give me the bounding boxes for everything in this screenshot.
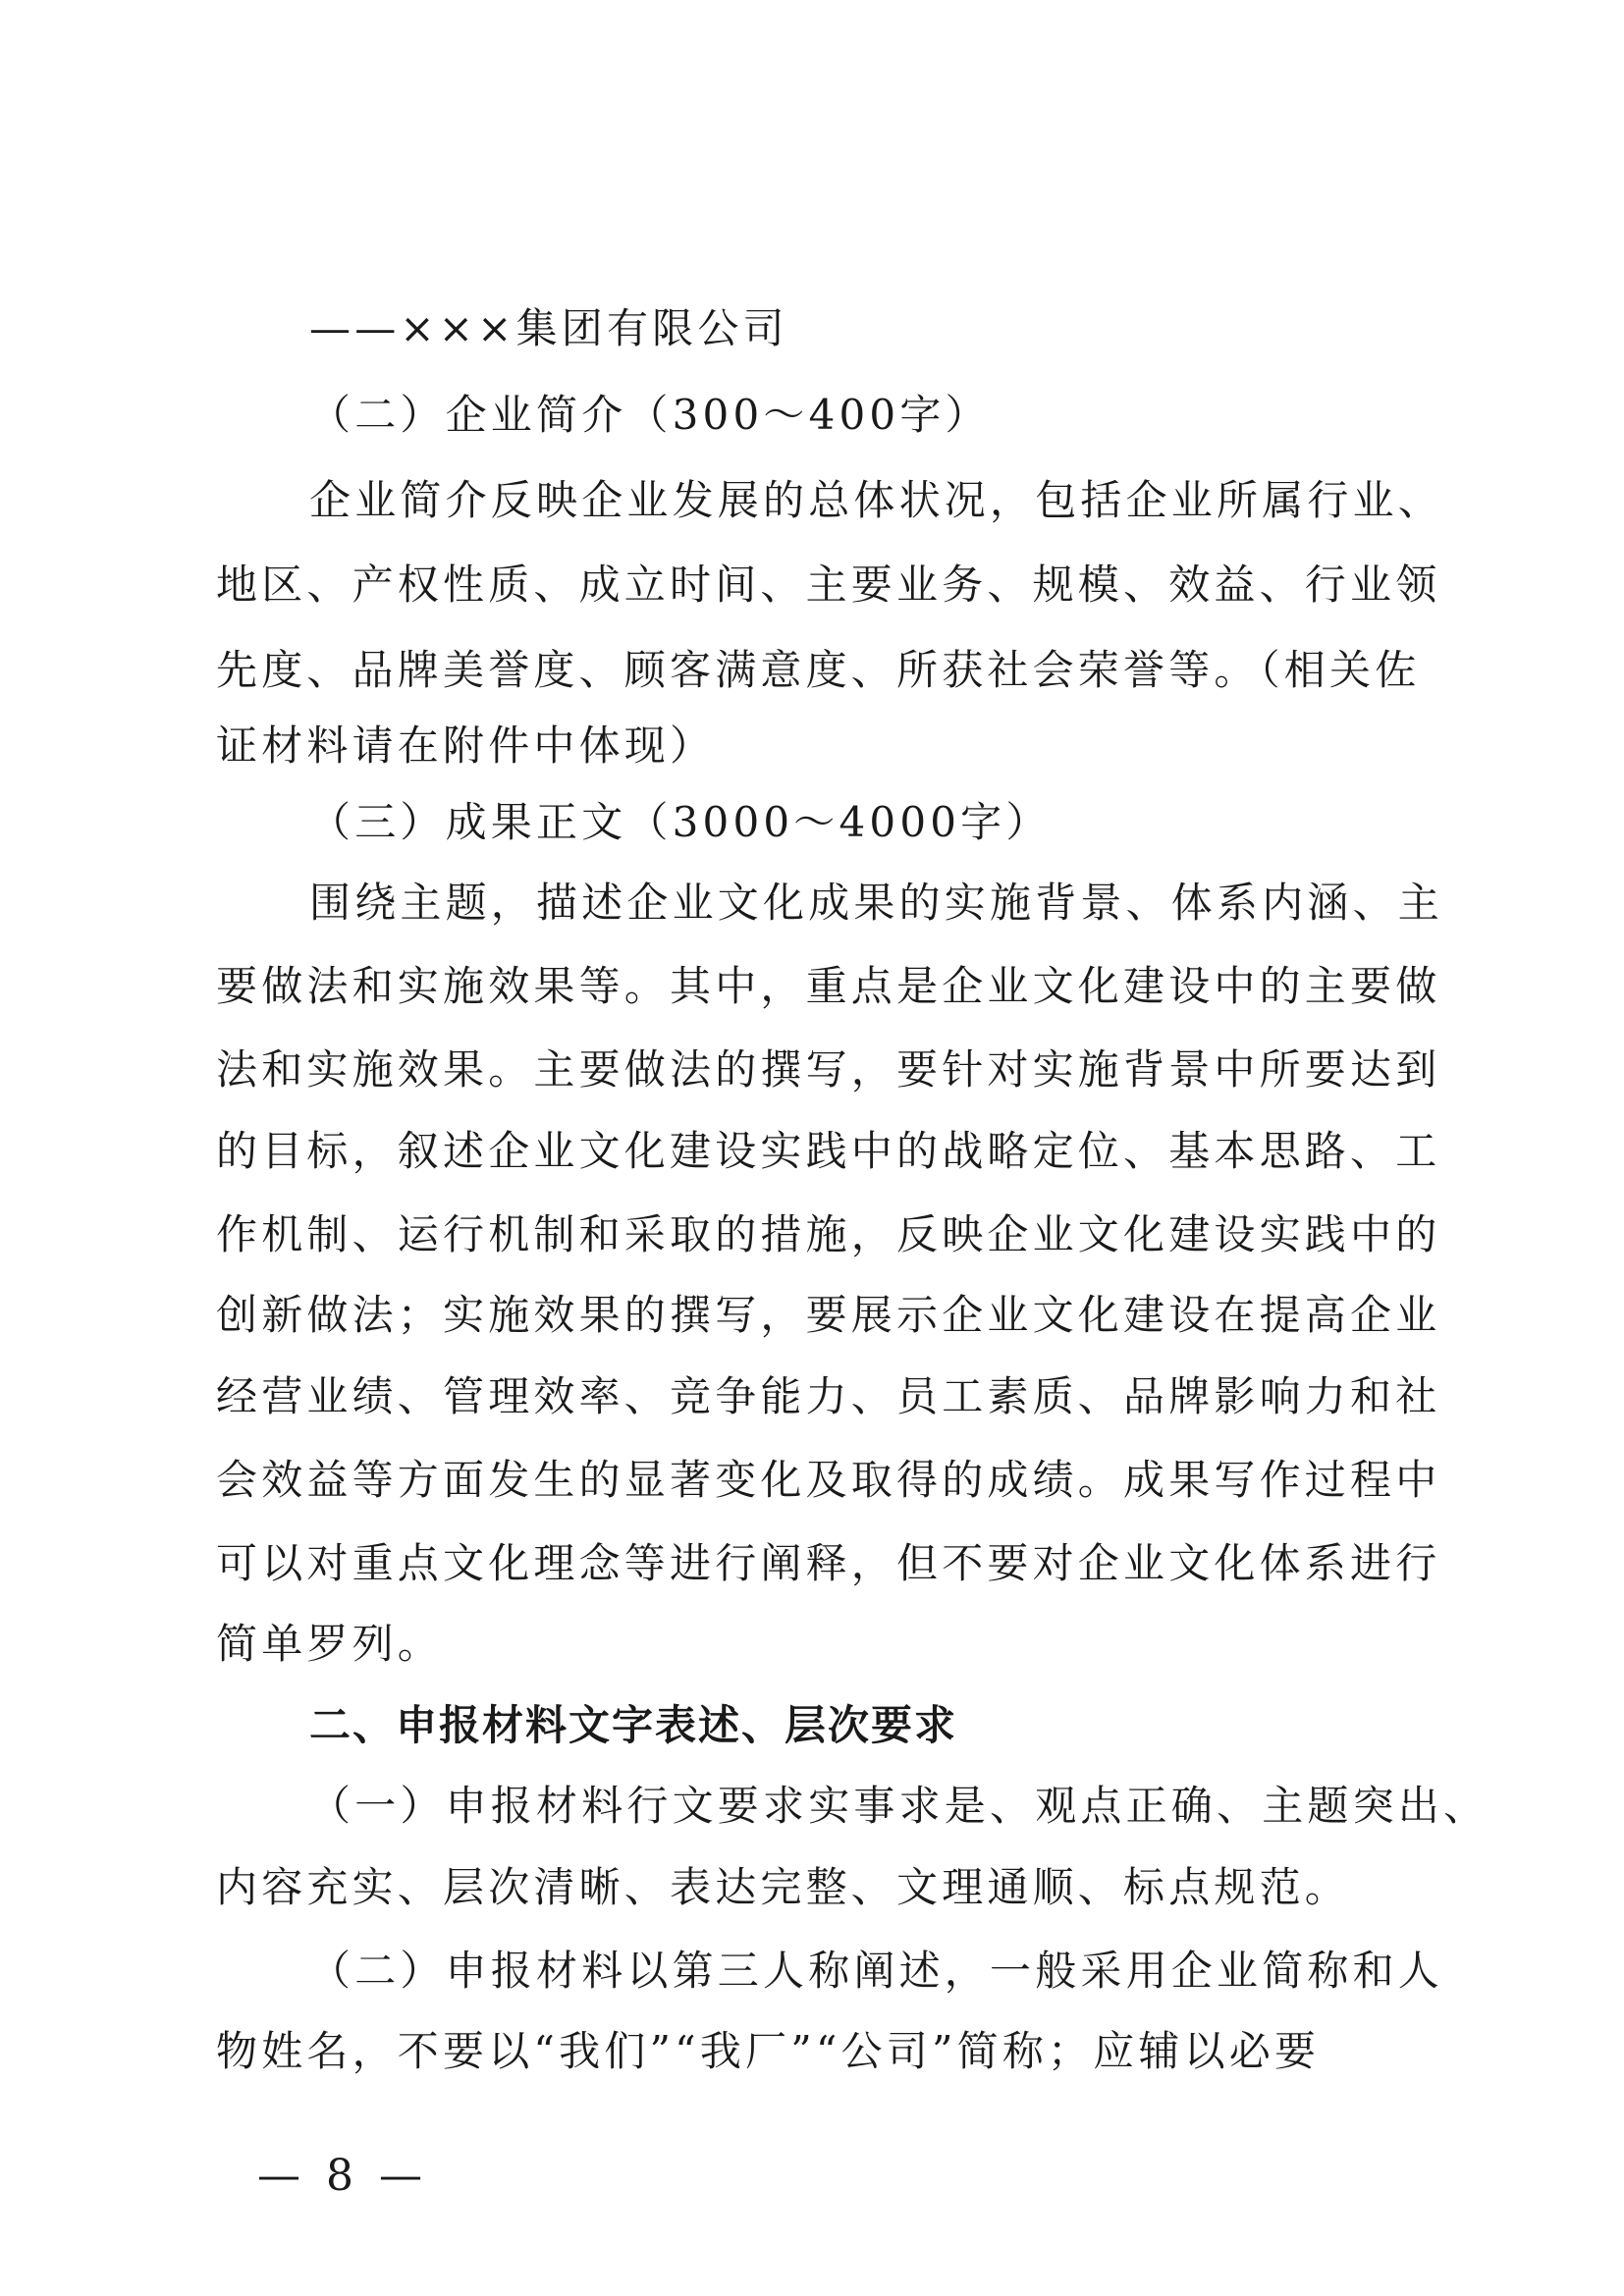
section-heading-writing-requirements: 二、申报材料文字表述、层次要求 [309,1701,958,1749]
paragraph-line: 法和实施效果。主要做法的撰写，要针对实施背景中所要达到 [216,1045,1441,1094]
paragraph-line: 经营业绩、管理效率、竞争能力、员工素质、品牌影响力和社 [216,1372,1441,1420]
paragraph-line: 要做法和实施效果等。其中，重点是企业文化建设中的主要做 [216,962,1441,1010]
paragraph-line: 内容充实、层次清晰、表达完整、文理通顺、标点规范。 [216,1863,1351,1911]
paragraph-line: 围绕主题，描述企业文化成果的实施背景、体系内涵、主 [309,879,1444,927]
signature-line: ——×××集团有限公司 [309,304,788,352]
paragraph-line: 会效益等方面发生的显著变化及取得的成绩。成果写作过程中 [216,1456,1441,1504]
section-heading-main-text: （三）成果正文（3000～4000字） [309,798,1052,846]
paragraph-line: 作机制、运行机制和采取的措施，反映企业文化建设实践中的 [216,1210,1441,1258]
page-number: — 8 — [257,2151,428,2201]
section-heading-company-intro: （二）企业简介（300～400字） [309,391,991,439]
paragraph-line: 可以对重点文化理念等进行阐释，但不要对企业文化体系进行 [216,1539,1441,1587]
paragraph-line: 创新做法；实施效果的撰写，要展示企业文化建设在提高企业 [216,1291,1441,1339]
paragraph-line: 证材料请在附件中体现） [216,721,716,770]
paragraph-line: 先度、品牌美誉度、顾客满意度、所获社会荣誉等。（相关佐 [216,646,1421,694]
paragraph-line: 简单罗列。 [216,1620,444,1668]
paragraph-line: （二）申报材料以第三人称阐述，一般采用企业简称和人 [309,1947,1444,1995]
paragraph-line: 企业简介反映企业发展的总体状况，包括企业所属行业、 [309,476,1444,524]
paragraph-line: 地区、产权性质、成立时间、主要业务、规模、效益、行业领 [216,561,1441,609]
paragraph-line: （一）申报材料行文要求实事求是、观点正确、主题突出、 [309,1782,1489,1830]
paragraph-line: 物姓名，不要以“我们”“我厂”“公司”简称；应辅以必要 [216,2027,1321,2075]
paragraph-line: 的目标，叙述企业文化建设实践中的战略定位、基本思路、工 [216,1127,1441,1175]
